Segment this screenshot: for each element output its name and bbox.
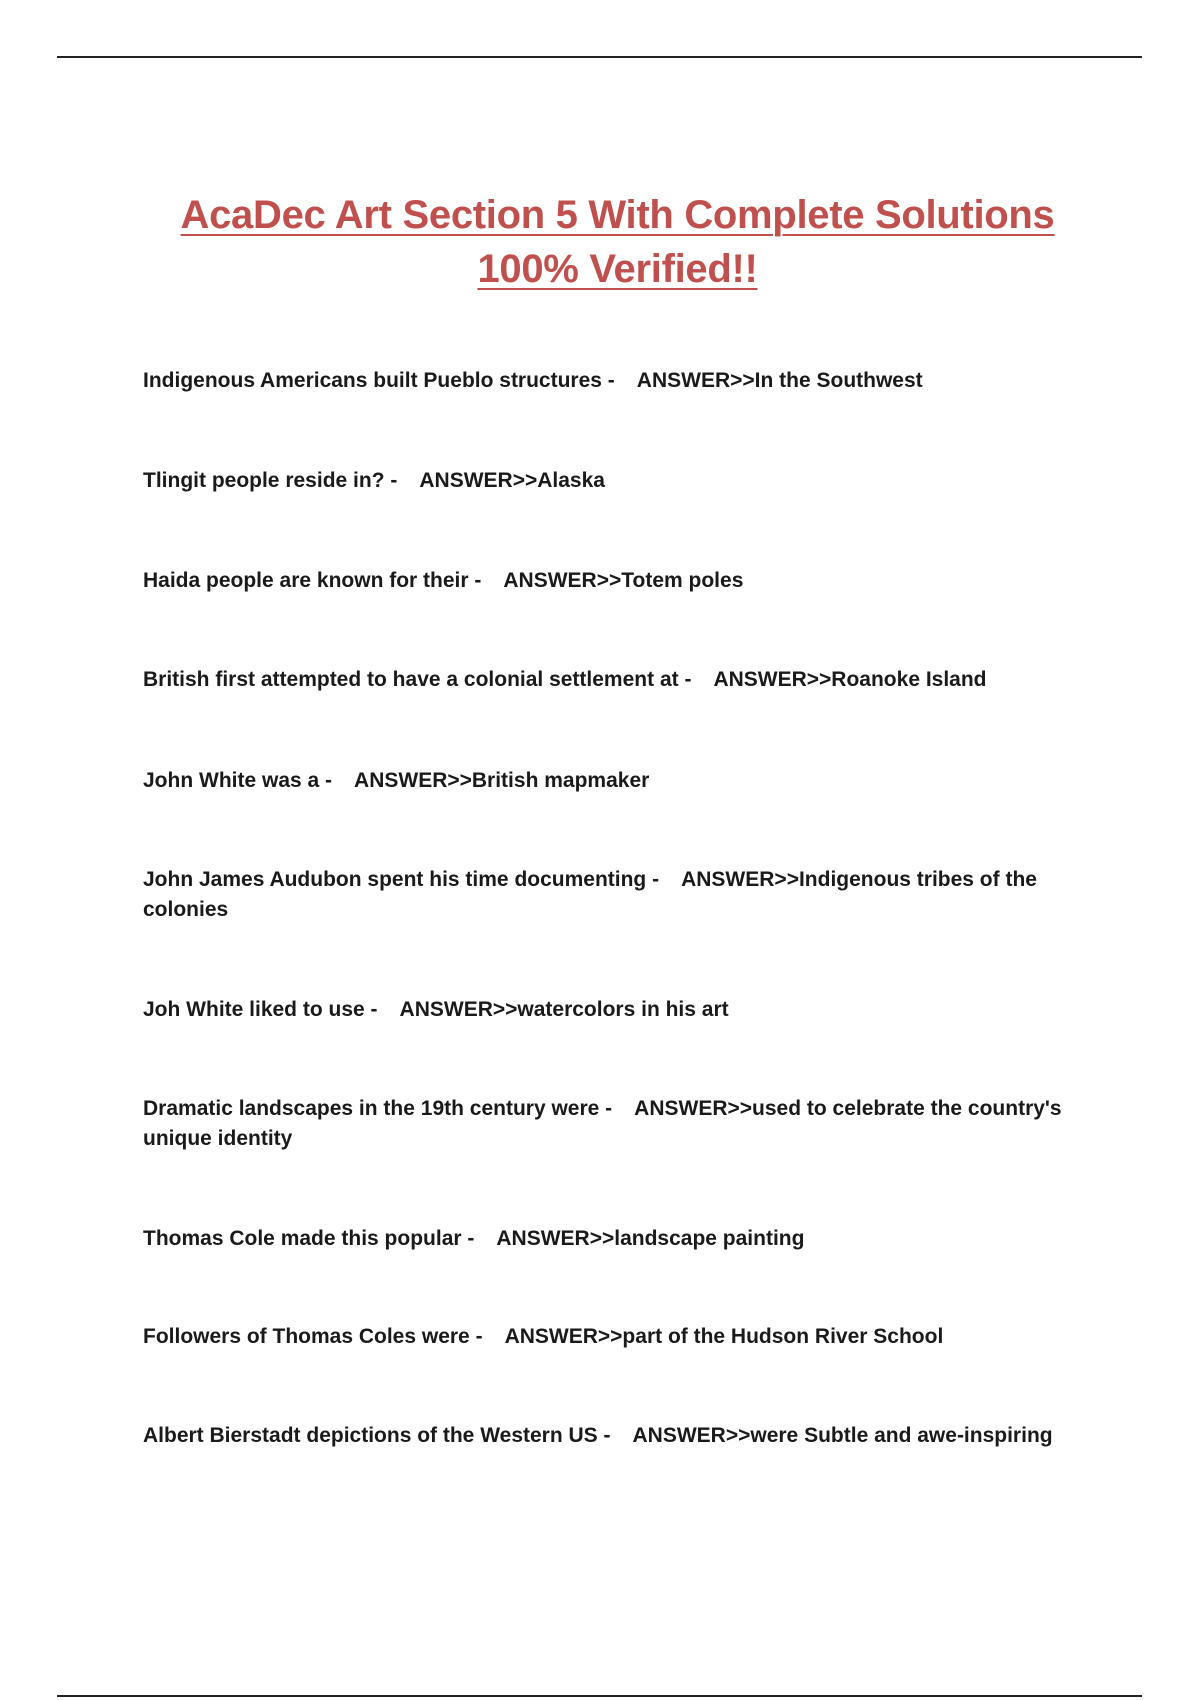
qa-item-5 xyxy=(143,766,1098,796)
answer-text: ANSWER>>Roanoke Island xyxy=(713,668,987,691)
qa-item-10 xyxy=(143,1322,1098,1352)
question-text: Indigenous Americans built Pueblo structures - xyxy=(143,369,615,392)
qa-item-2 xyxy=(143,466,1098,496)
qa-item-1 xyxy=(143,366,1098,396)
question-text: Joh White liked to use - xyxy=(143,998,378,1021)
question-text: British first attempted to have a colonial settlement at - xyxy=(143,668,692,691)
title-line-1: AcaDec Art Section 5 With Complete Solutions xyxy=(180,193,1055,237)
qa-item-8 xyxy=(143,1094,1098,1154)
bottom-rule xyxy=(57,1695,1142,1697)
answer-text: ANSWER>>part of the Hudson River School xyxy=(504,1325,944,1348)
question-text: Thomas Cole made this popular - xyxy=(143,1227,475,1250)
qa-item-3 xyxy=(143,566,1098,596)
answer-text: ANSWER>>landscape painting xyxy=(496,1227,805,1250)
answer-text: ANSWER>>watercolors in his art xyxy=(399,998,729,1021)
qa-item-11 xyxy=(143,1421,1098,1451)
question-text: John White was a - xyxy=(143,769,333,792)
answer-text: ANSWER>>were Subtle and awe-inspiring xyxy=(632,1424,1053,1447)
question-text: Dramatic landscapes in the 19th century were - xyxy=(143,1097,613,1120)
title-line-2: 100% Verified!! xyxy=(477,247,758,291)
answer-text: ANSWER>>Totem poles xyxy=(503,569,744,592)
question-text: Tlingit people reside in? - xyxy=(143,469,398,492)
question-text: John James Audubon spent his time documenting - xyxy=(143,868,660,891)
answer-text: ANSWER>>used to celebrate the country's unique identity xyxy=(143,1097,1062,1150)
question-text: Albert Bierstadt depictions of the Western US - xyxy=(143,1424,611,1447)
qa-item-7 xyxy=(143,995,1098,1025)
qa-item-9 xyxy=(143,1224,1098,1254)
page-title xyxy=(100,188,1135,296)
question-text: Followers of Thomas Coles were - xyxy=(143,1325,483,1348)
answer-text: ANSWER>>British mapmaker xyxy=(354,769,650,792)
answer-text: ANSWER>>Indigenous tribes of the colonies xyxy=(143,868,1037,921)
answer-text: ANSWER>>Alaska xyxy=(419,469,605,492)
qa-item-6 xyxy=(143,865,1098,925)
qa-item-4 xyxy=(143,665,1098,695)
question-text: Haida people are known for their - xyxy=(143,569,482,592)
top-rule xyxy=(57,56,1142,58)
answer-text: ANSWER>>In the Southwest xyxy=(636,369,923,392)
